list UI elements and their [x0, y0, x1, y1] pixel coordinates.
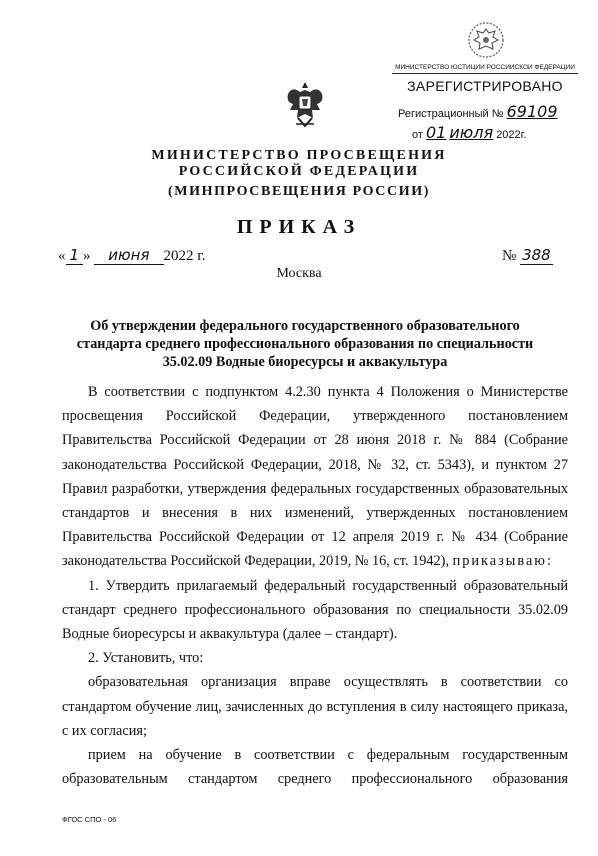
order-number [502, 246, 553, 265]
item-2-subparagraph-2: прием на обучение в соответствии с федеральным государственным образовательным стандартом среднего профессионального образования [62, 747, 568, 788]
date-quote-open: « [58, 248, 66, 264]
order-body [62, 380, 568, 791]
coat-of-arms-icon [284, 80, 326, 132]
stamp-reg-label: Регистрационный № [398, 108, 504, 120]
stamp-date-year: 2022г. [496, 129, 527, 141]
subject-line1: Об утверждении федерального государственного образовательного [90, 318, 520, 334]
stamp-registration-line [398, 102, 558, 121]
order-number-value: 388 [522, 246, 551, 264]
ministry-name-line2: РОССИЙСКОЙ ФЕДЕРАЦИИ [178, 164, 420, 179]
item-2-paragraph: 2. Установить, что: [88, 650, 204, 667]
ministry-short-name: (МИНПРОСВЕЩЕНИЯ РОССИИ) [168, 184, 430, 199]
order-subject [60, 317, 550, 371]
preamble-paragraph [62, 380, 568, 574]
order-date [58, 246, 205, 265]
item-1-paragraph: 1. Утвердить прилагаемый федеральный государственный образовательный стандарт среднего профессионального образования по специальности 35.02.09 Водные биоресурсы и аквакультура (далее – стандарт). [62, 577, 568, 643]
registration-stamp [392, 20, 582, 152]
document-type-title: ПРИКАЗ [236, 216, 362, 238]
stamp-date-line [412, 123, 526, 142]
ministry-name-line1: МИНИСТЕРСТВО ПРОСВЕЩЕНИЯ [151, 148, 447, 163]
date-quote-close: » [83, 248, 91, 264]
stamp-title: ЗАРЕГИСТРИРОВАНО [407, 78, 563, 94]
stamp-date-month: июля [449, 123, 494, 142]
order-month: июня [94, 246, 163, 265]
order-day: 1 [66, 246, 84, 265]
item-2-subparagraph-1: образовательная организация вправе осуществлять в соответствии со стандартом обучение лиц, зачисленных до вступления в силу настоящего приказа, с их согласия; [62, 674, 568, 739]
stamp-reg-number: 69109 [506, 102, 558, 121]
order-city: Москва [276, 266, 322, 281]
preamble-text: В соответствии с подпунктом 4.2.30 пункта 4 Положения о Министерстве просвещения Российской Федерации, утвержденного постановлением Правительства Российской Федерации от 28 июня 2018 г. № 884 (Собрание законодательства Российской Федерации, 2018, № 32, ст. 5343), и пунктом 27 Правил разработки, утверждения федеральных государственных образовательных стандартов и внесения в них изменений, утвержденных постановлением Правительства Российской Федерации от 12 апреля 2019 г. № 434 (Собрание законодательства Российской Федерации, 2019, № 16, ст. 1942), [62, 384, 568, 570]
stamp-date-day: 01 [425, 123, 447, 142]
footer-code: ФГОС СПО - 06 [62, 815, 117, 824]
order-number-label: № [502, 248, 517, 264]
stamp-eagle-emblem [466, 20, 506, 60]
order-year: 2022 г. [163, 248, 206, 264]
preamble-order-word: приказываю: [452, 553, 553, 570]
stamp-date-prefix: от [412, 129, 423, 141]
stamp-organization: МИНИСТЕРСТВО ЮСТИЦИИ РОССИЙСКОЙ ФЕДЕРАЦИИ [392, 64, 578, 74]
subject-line3: 35.02.09 Водные биоресурсы и аквакультура [162, 354, 448, 370]
subject-line2: стандарта среднего профессионального образования по специальности [76, 336, 534, 352]
